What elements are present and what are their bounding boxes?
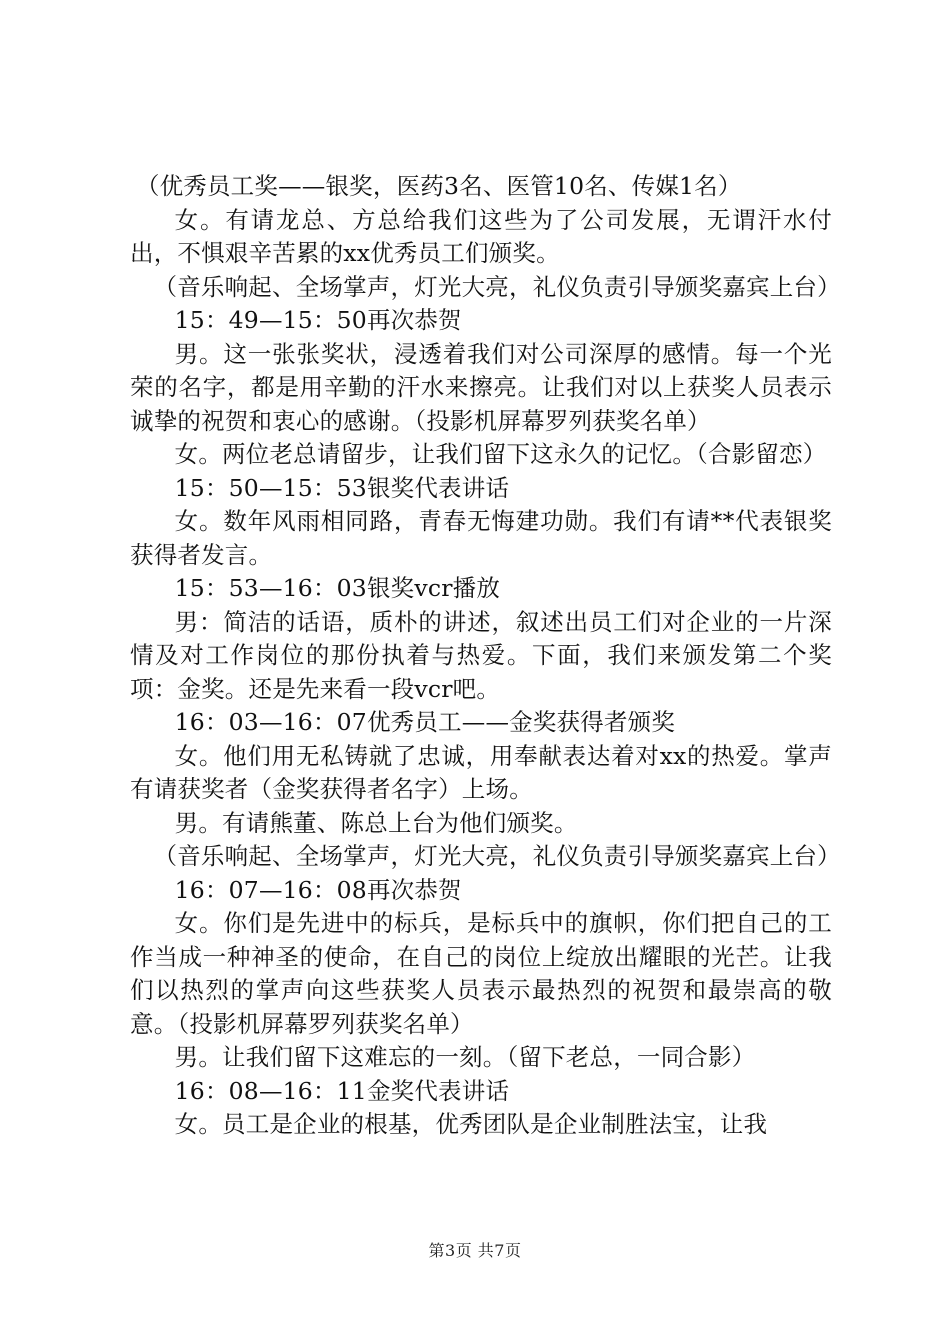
paragraph: 女。他们用无私铸就了忠诚，用奉献表达着对xx的热爱。掌声有请获奖者（金奖获得者名字）上场。 (130, 741, 832, 803)
paragraph: 女。两位老总请留步，让我们留下这永久的记忆。（合影留恋） (174, 440, 827, 468)
paragraph: 男。让我们留下这难忘的一刻。（留下老总，一同合影） (174, 1043, 756, 1071)
time-heading: 16：08—16：11金奖代表讲话 (174, 1076, 510, 1105)
page-footer (0, 1238, 950, 1261)
paragraph: 女。有请龙总、方总给我们这些为了公司发展，无谓汗水付出，不惧艰辛苦累的xx优秀员工们颁奖。 (130, 205, 832, 267)
paragraph: 女。数年风雨相同路，青春无悔建功勋。我们有请**代表银奖获得者发言。 (130, 507, 832, 569)
paragraph: 女。员工是企业的根基，优秀团队是企业制胜法宝，让我 (174, 1110, 768, 1138)
paragraph: 男。有请熊董、陈总上台为他们颁奖。 (174, 808, 578, 837)
paragraph: 女。你们是先进中的标兵，是标兵中的旗帜，你们把自己的工作当成一种神圣的使命，在自己的岗位上绽放出耀眼的光芒。让我们以热烈的掌声向这些获奖人员表示最热烈的祝贺和最崇高的敬意。（投影机屏幕罗列获奖名单） (130, 909, 832, 1038)
time-heading: 16：03—16：07优秀员工——金奖获得者颁奖 (174, 708, 676, 736)
document-body (130, 170, 841, 1142)
page-number: 第3页 共7页 (428, 1241, 522, 1260)
time-heading: 15：49—15：50再次恭贺 (174, 306, 462, 334)
time-heading: 15：50—15：53银奖代表讲话 (174, 473, 510, 502)
paragraph: （音乐响起、全场掌声，灯光大亮，礼仪负责引导颁奖嘉宾上台） (153, 842, 841, 870)
paragraph: 男。这一张张奖状，浸透着我们对公司深厚的感情。每一个光荣的名字，都是用辛勤的汗水来擦亮。让我们对以上获奖人员表示诚挚的祝贺和衷心的感谢。（投影机屏幕罗列获奖名单） (130, 339, 832, 435)
paragraph: 男：简洁的话语，质朴的讲述，叙述出员工们对企业的一片深情及对工作岗位的那份执着与热爱。下面，我们来颁发第二个奖项：金奖。还是先来看一段vcr吧。 (130, 607, 832, 703)
paragraph: （优秀员工奖——银奖，医药3名、医管10名、传媒1名） (135, 172, 742, 200)
time-heading: 15：53—16：03银奖vcr播放 (174, 574, 501, 602)
paragraph: （音乐响起、全场掌声，灯光大亮，礼仪负责引导颁奖嘉宾上台） (153, 272, 841, 301)
time-heading: 16：07—16：08再次恭贺 (174, 875, 462, 904)
